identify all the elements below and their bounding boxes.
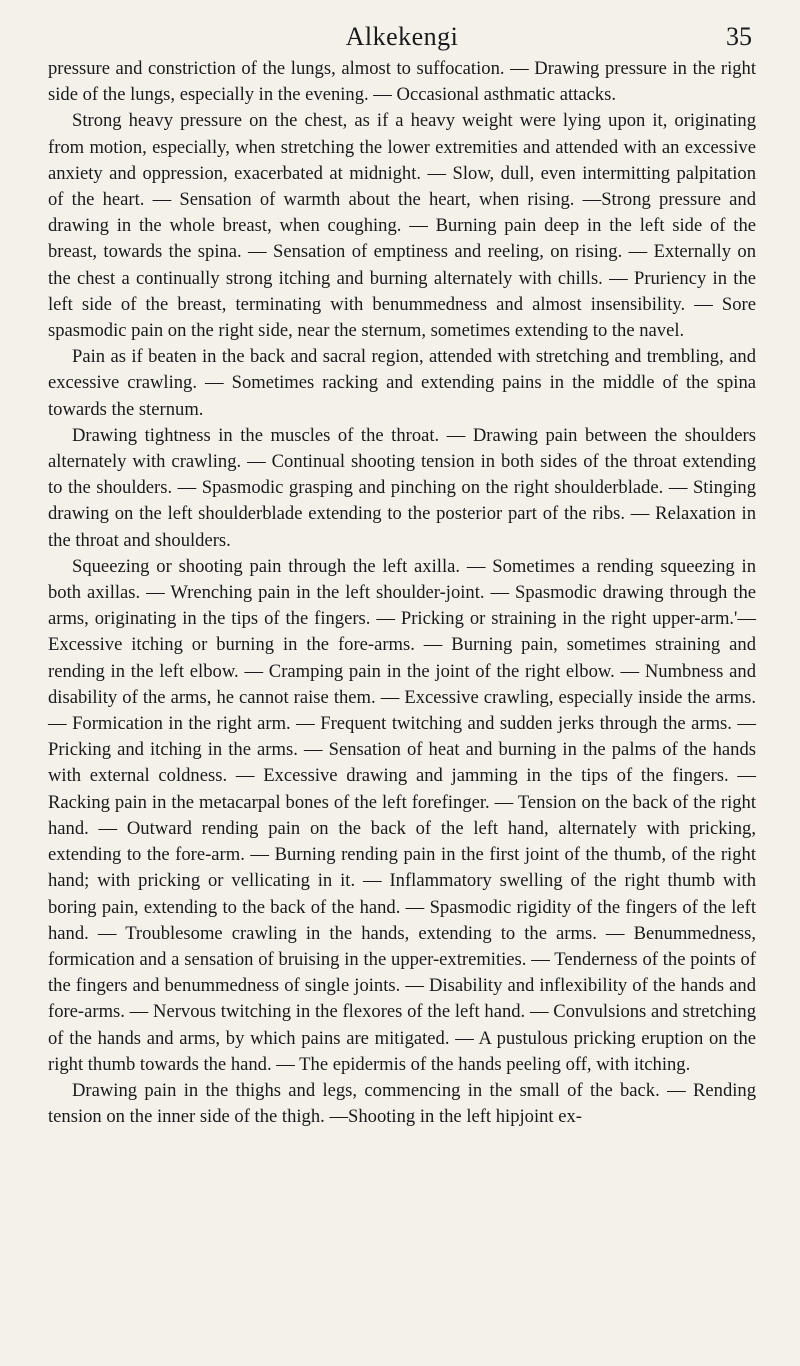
- paragraph: Pain as if beaten in the back and sacral region, attended with stretching and trembling, and excessive crawling. — Sometimes racking and extending pains in the middle of the spina towards the sternum.: [48, 346, 756, 420]
- paragraph: Drawing pain in the thighs and legs, commencing in the small of the back. — Rending tension on the inner side of the thigh. —Shooting in the left hipjoint ex-: [48, 1079, 756, 1128]
- running-title: Alkekengi: [345, 22, 459, 51]
- paragraph: pressure and constriction of the lungs, almost to suffocation. — Drawing pressure in the right side of the lungs, especially in the evening. — Occasional asthmatic attacks.: [48, 58, 756, 106]
- body-text: [48, 56, 756, 1130]
- page-number: 35: [726, 22, 752, 51]
- paragraph: Drawing tightness in the muscles of the throat. — Drawing pain between the shoulders alternately with crawling. — Continual shooting tension in both sides of the throat extending to the shoulders. — Spasmodic grasping and pinching on the right shoulderblade. — Stinging drawing on the left shoulderblade extending to the posterior part of the ribs. — Relaxation in the throat and shoulders.: [48, 424, 756, 551]
- paragraph: Strong heavy pressure on the chest, as if a heavy weight were lying upon it, originating from motion, especially, when stretching the lower extremities and attended with an excessive anxiety and oppression, exacerbated at midnight. — Slow, dull, even intermitting palpitation of the heart. — Sensation of warmth about the heart, when rising. —Strong pressure and drawing in the whole breast, when coughing. — Burning pain deep in the left side of the breast, towards the spina. — Sensation of emptiness and reeling, on rising. — Externally on the chest a continually strong itching and burning alternately with chills. — Pruriency in the left side of the breast, terminating with benummedness and almost insensibility. — Sore spasmodic pain on the right side, near the sternum, sometimes extending to the navel.: [48, 110, 756, 342]
- page-header: [48, 18, 756, 52]
- paragraph: Squeezing or shooting pain through the left axilla. — Sometimes a rending squeezing in both axillas. — Wrenching pain in the left shoulder-joint. — Spasmodic drawing through the arms, originating in the tips of the fingers. — Pricking or straining in the right upper-arm.'— Excessive itching or burning in the fore-arms. — Burning pain, sometimes straining and rending in the left elbow. — Cramping pain in the joint of the right elbow. — Numbness and disability of the arms, he cannot raise them. — Excessive crawling, especially inside the arms. — Formication in the right arm. — Frequent twitching and sudden jerks through the arms. — Pricking and itching in the arms. — Sensation of heat and burning in the palms of the hands with external coldness. — Excessive drawing and jamming in the tips of the fingers. — Racking pain in the metacarpal bones of the left forefinger. — Tension on the back of the right hand. — Outward rending pain on the back of the left hand, alternately with pricking, extending to the fore-arm. — Burning rending pain in the first joint of the thumb, of the right hand; with pricking or vellicating in it. — Inflammatory swelling of the right thumb with boring pain, extending to the back of the hand. — Spasmodic rigidity of the fingers of the left hand. — Troublesome crawling in the hands, extending to the arms. — Benummedness, formication and a sensation of bruising in the upper-extremities. — Tenderness of the points of the fingers and benummedness of single joints. — Disability and inflexibility of the hands and fore-arms. — Nervous twitching in the flexores of the left hand. — Convulsions and stretching of the hands and arms, by which pains are mitigated. — A pustulous pricking eruption on the right thumb towards the hand. — The epidermis of the hands peeling off, with itching.: [48, 555, 756, 1075]
